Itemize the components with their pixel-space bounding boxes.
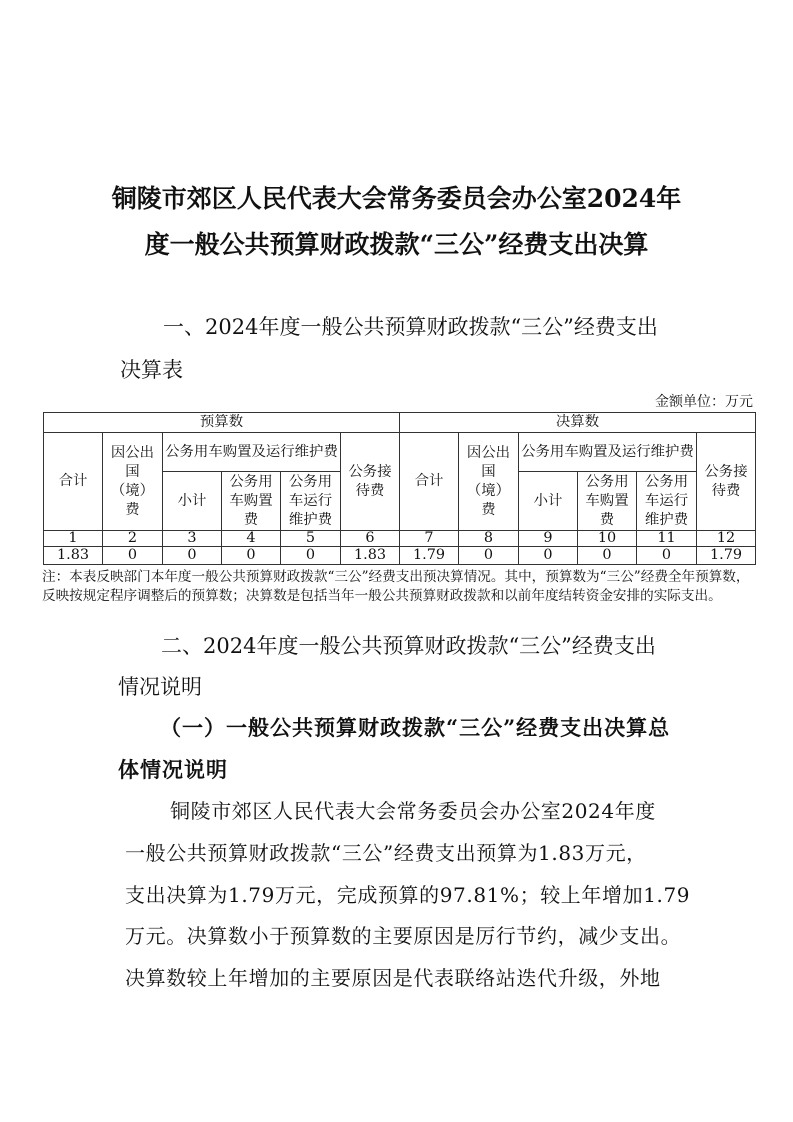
paragraph-line: 支出决算为1.79万元，完成预算的97.81%；较上年增加1.79 bbox=[125, 883, 691, 907]
column-number: 1 bbox=[44, 531, 103, 547]
actual-total-header: 合计 bbox=[400, 433, 459, 531]
column-number: 6 bbox=[341, 531, 400, 547]
actual-vehicle-purchase-header: 公务用车购置费 bbox=[578, 472, 637, 531]
section2-heading-line2: 情况说明 bbox=[118, 675, 202, 699]
actual-vehicle-operation-header: 公务用车运行维护费 bbox=[637, 472, 697, 531]
section1-heading-line1: 一、2024年度一般公共预算财政拨款“三公”经费支出 bbox=[163, 315, 658, 339]
table-cell-value: 0 bbox=[103, 547, 163, 565]
column-number: 12 bbox=[697, 531, 756, 547]
three-public-expense-table bbox=[43, 412, 756, 565]
subsection1-heading-line1: （一）一般公共预算财政拨款“三公”经费支出决算总 bbox=[160, 715, 671, 740]
column-number-row bbox=[44, 531, 756, 547]
table-cell-value: 0 bbox=[163, 547, 222, 565]
column-number: 10 bbox=[578, 531, 637, 547]
actual-group-header: 决算数 bbox=[400, 413, 756, 433]
actual-abroad-header: 因公出国（境）费 bbox=[459, 433, 519, 531]
document-title-line2: 度一般公共预算财政拨款“三公”经费支出决算 bbox=[144, 230, 649, 259]
paragraph-line: 一般公共预算财政拨款“三公”经费支出预算为1.83万元， bbox=[125, 841, 647, 865]
actual-reception-header: 公务接待费 bbox=[697, 433, 756, 531]
column-number: 9 bbox=[519, 531, 578, 547]
table-cell-value: 1.79 bbox=[697, 547, 756, 565]
section1-heading-line2: 决算表 bbox=[120, 358, 183, 382]
value-row bbox=[44, 547, 756, 565]
paragraph-line: 铜陵市郊区人民代表大会常务委员会办公室2024年度 bbox=[170, 799, 656, 823]
budget-reception-header: 公务接待费 bbox=[341, 433, 400, 531]
column-number: 2 bbox=[103, 531, 163, 547]
table-cell-value: 0 bbox=[578, 547, 637, 565]
table-cell-value: 0 bbox=[281, 547, 341, 565]
table-cell-value: 0 bbox=[637, 547, 697, 565]
budget-vehicle-purchase-header: 公务用车购置费 bbox=[222, 472, 281, 531]
actual-subtotal-header: 小计 bbox=[519, 472, 578, 531]
table-note: 注：本表反映部门本年度一般公共预算财政拨款“三公”经费支出预决算情况。其中，预算数为“三公”经费全年预算数，反映按规定程序调整后的预算数；决算数是包括当年一般公共预算财政拨款和以前年度结转资金安排的实际支出。 bbox=[42, 569, 750, 604]
document-title-line1: 铜陵市郊区人民代表大会常务委员会办公室2024年 bbox=[111, 184, 682, 213]
column-number: 8 bbox=[459, 531, 519, 547]
column-number: 7 bbox=[400, 531, 459, 547]
budget-abroad-header: 因公出国（境）费 bbox=[103, 433, 163, 531]
table-cell-value: 1.79 bbox=[400, 547, 459, 565]
subsection1-heading-line2: 体情况说明 bbox=[118, 757, 228, 782]
column-number: 5 bbox=[281, 531, 341, 547]
actual-vehicle-group-header: 公务用车购置及运行维护费 bbox=[519, 433, 697, 472]
table-cell-value: 0 bbox=[519, 547, 578, 565]
paragraph-line: 万元。决算数小于预算数的主要原因是厉行节约，减少支出。 bbox=[125, 924, 682, 948]
column-number: 4 bbox=[222, 531, 281, 547]
budget-vehicle-operation-header: 公务用车运行维护费 bbox=[281, 472, 341, 531]
budget-vehicle-group-header: 公务用车购置及运行维护费 bbox=[163, 433, 341, 472]
unit-label: 金额单位：万元 bbox=[655, 394, 753, 410]
table-cell-value: 1.83 bbox=[44, 547, 103, 565]
column-number: 3 bbox=[163, 531, 222, 547]
budget-total-header: 合计 bbox=[44, 433, 103, 531]
table-cell-value: 0 bbox=[459, 547, 519, 565]
column-number: 11 bbox=[637, 531, 697, 547]
table-cell-value: 1.83 bbox=[341, 547, 400, 565]
budget-group-header: 预算数 bbox=[44, 413, 400, 433]
table-cell-value: 0 bbox=[222, 547, 281, 565]
section2-heading-line1: 二、2024年度一般公共预算财政拨款“三公”经费支出 bbox=[161, 634, 656, 658]
budget-subtotal-header: 小计 bbox=[163, 472, 222, 531]
paragraph-line: 决算数较上年增加的主要原因是代表联络站迭代升级，外地 bbox=[125, 966, 661, 990]
